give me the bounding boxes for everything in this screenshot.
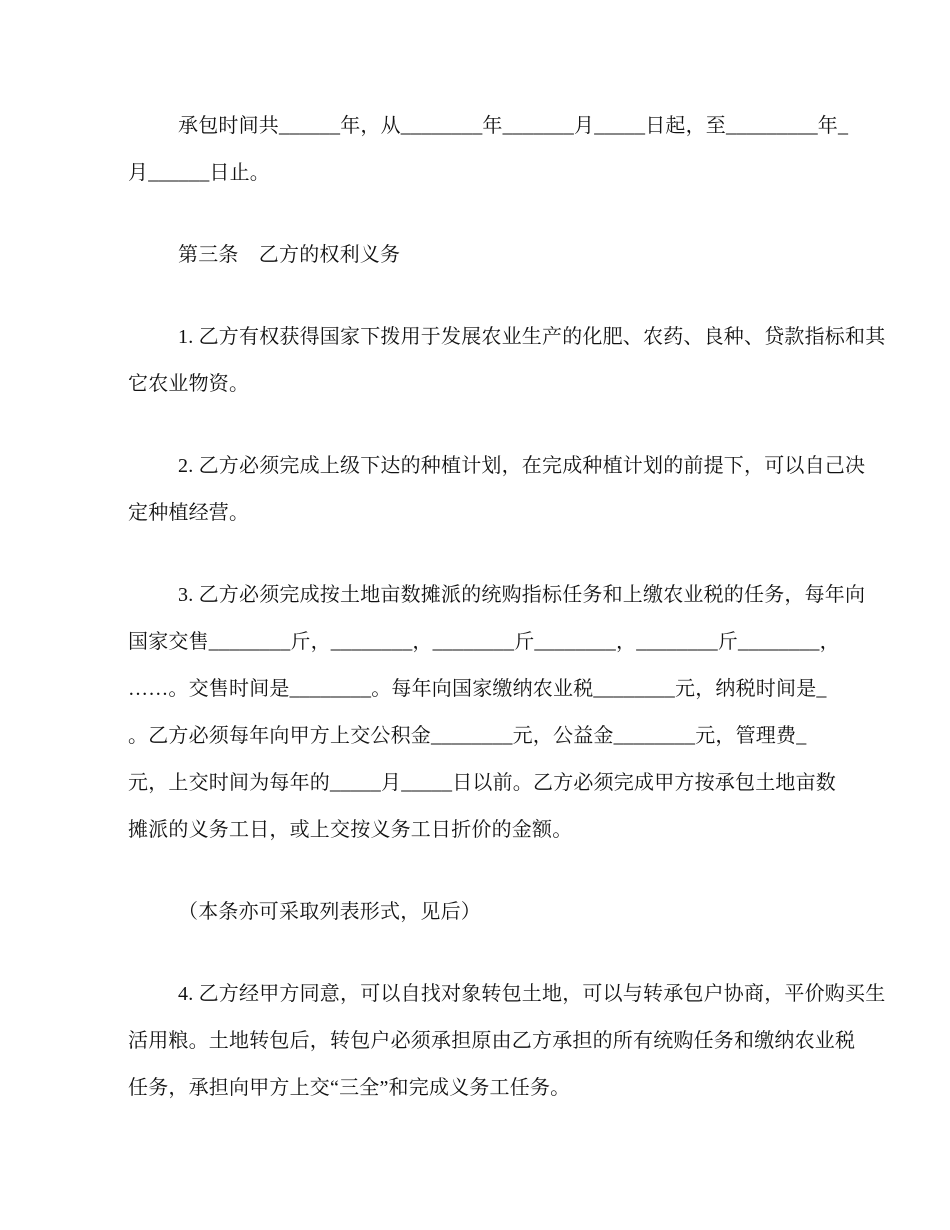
text-line: 活用粮。土地转包后，转包户必须承担原由乙方承担的所有统购任务和缴纳农业税 bbox=[128, 1030, 856, 1052]
text-line: 元，上交时间为每年的_____月_____日以前。乙方必须完成甲方按承包土地亩数 bbox=[128, 772, 836, 794]
paragraph-clause-3-note bbox=[128, 889, 878, 936]
text-line: 任务，承担向甲方上交“三全”和完成义务工任务。 bbox=[128, 1077, 571, 1099]
text-line: 3. 乙方必须完成按土地亩数摊派的统购指标任务和上缴农业税的任务，每年向 bbox=[178, 584, 866, 606]
text-line: 2. 乙方必须完成上级下达的种植计划，在完成种植计划的前提下，可以自己决 bbox=[178, 455, 866, 477]
heading-line: 第三条 乙方的权利义务 bbox=[178, 244, 401, 266]
paragraph-clause-2 bbox=[128, 443, 878, 537]
text-line: 它农业物资。 bbox=[128, 373, 250, 395]
article-3-heading bbox=[128, 232, 878, 279]
text-line: 1. 乙方有权获得国家下拨用于发展农业生产的化肥、农药、良种、贷款指标和其 bbox=[178, 326, 886, 348]
text-line: ……。交售时间是________。每年向国家缴纳农业税________元，纳税时间是_ bbox=[128, 678, 827, 700]
paragraph-contract-term bbox=[128, 103, 878, 197]
text-line: 国家交售________斤，________，________斤________，________斤________， bbox=[128, 631, 840, 653]
text-line: 摊派的义务工日，或上交按义务工日折价的金额。 bbox=[128, 819, 573, 841]
paragraph-clause-1 bbox=[128, 314, 886, 408]
paragraph-clause-4 bbox=[128, 971, 886, 1112]
text-line: 。乙方必须每年向甲方上交公积金________元，公益金________元，管理费_ bbox=[128, 725, 807, 747]
text-line: 月______日止。 bbox=[128, 162, 270, 184]
text-line: （本条亦可采取列表形式，见后） bbox=[178, 901, 481, 923]
text-line: 承包时间共______年，从________年_______月_____日起，至_________年_ bbox=[178, 115, 849, 137]
paragraph-clause-3 bbox=[128, 572, 878, 854]
text-line: 定种植经营。 bbox=[128, 502, 250, 524]
text-line: 4. 乙方经甲方同意，可以自找对象转包土地，可以与转承包户协商，平价购买生 bbox=[178, 983, 886, 1005]
